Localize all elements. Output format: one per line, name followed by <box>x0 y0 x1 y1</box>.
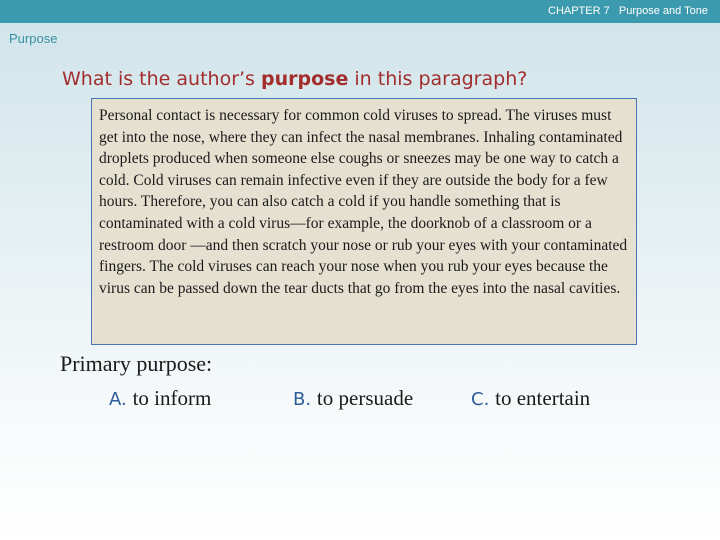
option-b-text: to persuade <box>316 386 414 410</box>
primary-purpose-label: Primary purpose: <box>60 351 213 376</box>
option-a[interactable] <box>109 386 211 411</box>
passage-box <box>91 98 637 345</box>
passage-text: Personal contact is necessary for common cold viruses to spread. The viruses must get into the nose, where they can infect the nasal membranes. Inhaling contaminated droplets produced when someone else coughs or sneezes may be one way to catch a cold. Cold viruses can remain infective even if they are outside the body for a few hours. Therefore, you can also catch a cold if you handle something that is contaminated with a cold virus—for example, the doorknob of a classroom or a restroom door —and then scratch your nose or rub your eyes with your contaminated fingers. The cold viruses can reach your nose when you rub your eyes because the virus can be passed down the tear ducts that go from the eyes into the nasal cavities. <box>99 107 628 297</box>
option-c[interactable] <box>471 386 590 411</box>
option-a-text: to inform <box>132 386 212 410</box>
option-a-letter: A. <box>109 389 127 410</box>
question-prefix: What is the author’s <box>62 68 261 90</box>
section-label: Purpose <box>9 31 58 46</box>
option-b-letter: B. <box>293 389 312 410</box>
option-b[interactable] <box>293 386 413 411</box>
chapter-label: CHAPTER 7 Purpose and Tone <box>548 5 708 17</box>
option-c-text: to entertain <box>495 386 591 410</box>
option-c-letter: C. <box>471 389 490 410</box>
header-bar <box>0 0 720 23</box>
question-suffix: in this paragraph? <box>348 68 528 90</box>
question-emphasis: purpose <box>261 68 349 90</box>
question-heading <box>62 68 527 90</box>
